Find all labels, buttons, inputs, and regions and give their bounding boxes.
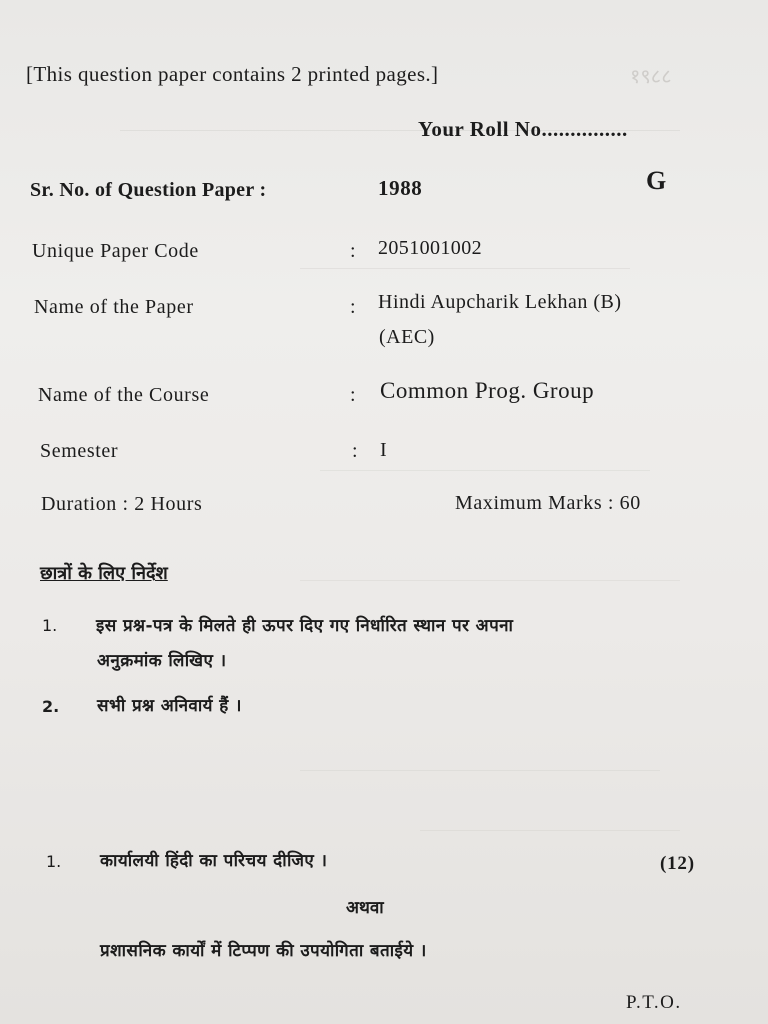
- bleed-through-line: [300, 770, 660, 771]
- instruction-number: 2.: [42, 697, 60, 716]
- instruction-text-continued: अनुक्रमांक लिखिए ।: [97, 651, 227, 671]
- roll-number-field: Your Roll No...............: [418, 117, 628, 141]
- alternative-question-text: प्रशासनिक कार्यों में टिप्पण की उपयोगिता बताईये ।: [100, 941, 427, 961]
- semester-label: Semester: [40, 440, 119, 462]
- paper-name-line1: Hindi Aupcharik Lekhan (B): [378, 291, 622, 313]
- maximum-marks: Maximum Marks : 60: [455, 492, 641, 514]
- bleed-through-mark: १९८८: [630, 64, 672, 88]
- semester-value: I: [380, 439, 387, 461]
- sr-no-value: 1988: [378, 176, 423, 200]
- instruction-text: सभी प्रश्न अनिवार्य हैं ।: [97, 696, 242, 716]
- pto-label: P.T.O.: [626, 992, 682, 1013]
- bleed-through-line: [300, 580, 680, 581]
- instruction-text: इस प्रश्न-पत्र के मिलते ही ऊपर दिए गए निर्धारित स्थान पर अपना: [96, 616, 514, 636]
- duration: Duration : 2 Hours: [41, 493, 203, 515]
- set-letter: G: [646, 166, 667, 195]
- unique-paper-code-label: Unique Paper Code: [32, 240, 199, 262]
- question-marks: (12): [660, 853, 695, 874]
- paper-name-label: Name of the Paper: [34, 296, 194, 318]
- or-label: अथवा: [346, 898, 384, 918]
- question-number: 1.: [46, 852, 62, 871]
- sr-no-label: Sr. No. of Question Paper :: [30, 179, 267, 201]
- colon: :: [350, 384, 356, 406]
- instruction-number: 1.: [42, 616, 58, 635]
- colon: :: [352, 440, 358, 462]
- paper-name-line2: (AEC): [379, 326, 435, 348]
- bleed-through-line: [320, 470, 650, 471]
- instructions-heading: छात्रों के लिए निर्देश: [40, 563, 168, 584]
- colon: :: [350, 240, 356, 262]
- course-name-value: Common Prog. Group: [380, 378, 595, 403]
- question-text: कार्यालयी हिंदी का परिचय दीजिए ।: [100, 851, 328, 871]
- bleed-through-line: [420, 830, 680, 831]
- course-name-label: Name of the Course: [38, 384, 210, 406]
- bleed-through-line: [300, 268, 630, 269]
- pages-note: [This question paper contains 2 printed pages.]: [26, 62, 439, 86]
- colon: :: [350, 296, 356, 318]
- unique-paper-code-value: 2051001002: [378, 237, 482, 259]
